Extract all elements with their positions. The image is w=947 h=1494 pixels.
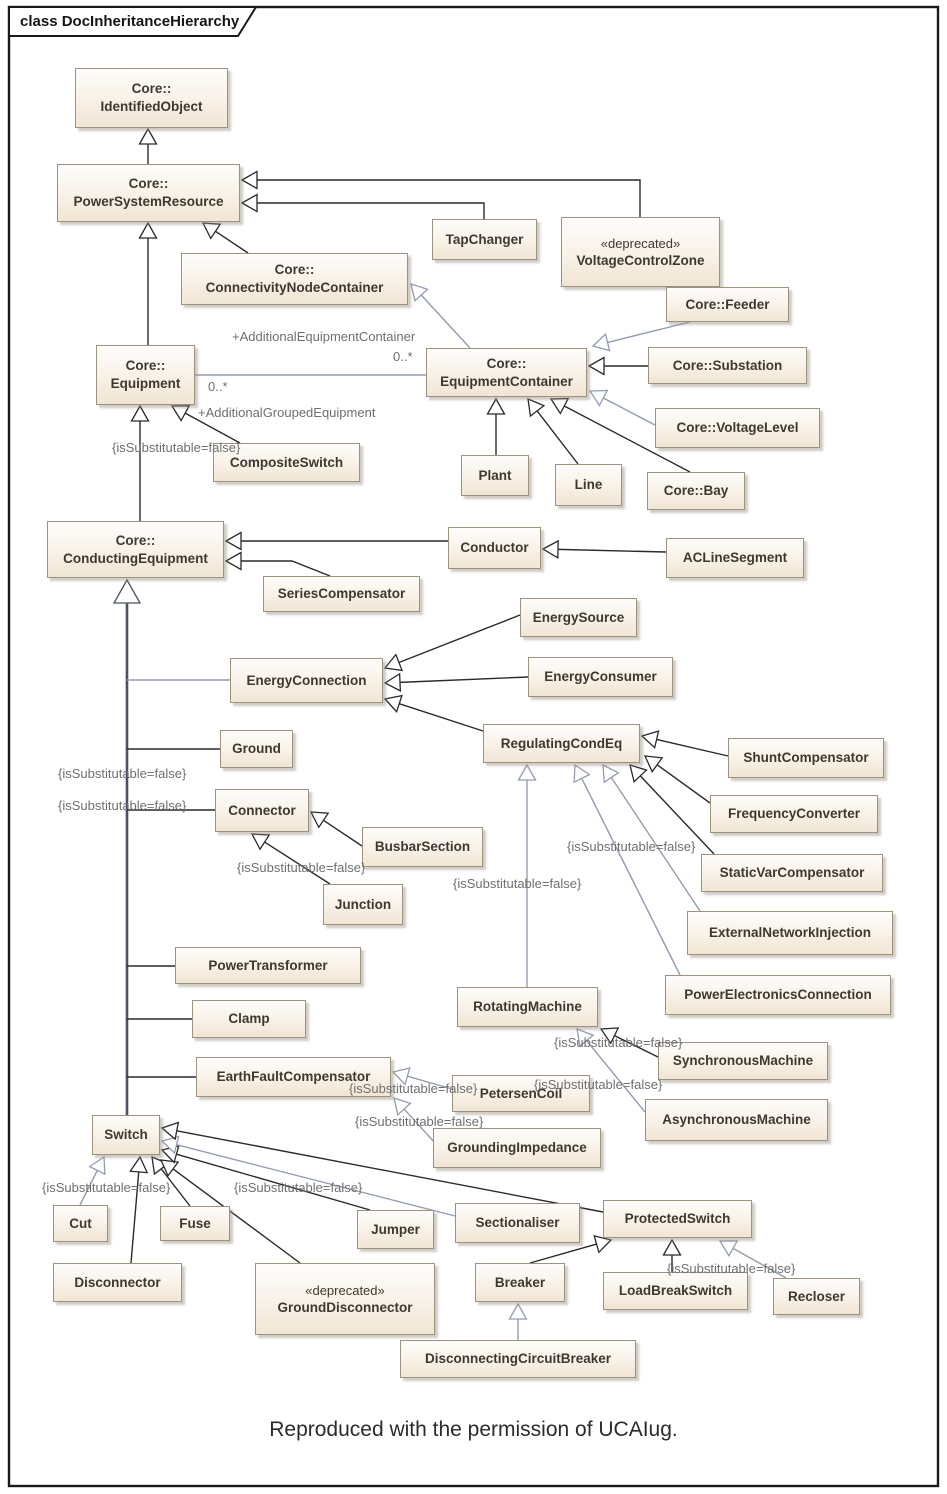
class-energy-connection <box>230 658 383 703</box>
frame-title: class DocInheritanceHierarchy <box>20 13 240 30</box>
class-name-line: Core::Feeder <box>685 296 770 312</box>
generalization-arrow-composite-switch <box>172 406 189 421</box>
generalization-arrow-series-compensator <box>226 553 241 570</box>
label-constraint-switch-left: {isSubstitutable=false} <box>42 1180 171 1195</box>
edge-feeder-to-equipment-container <box>608 322 690 342</box>
class-name-line: EnergyConnection <box>246 672 367 688</box>
edge-shunt-compensator-to-regulating-cond-eq <box>657 739 728 756</box>
label-constraint-grounding-impedance: {isSubstitutable=false} <box>355 1114 484 1129</box>
label-mult-equipment-container: 0..* <box>393 349 413 364</box>
generalization-arrow-busbar-section <box>311 812 328 827</box>
label-constraint-left-2: {isSubstitutable=false} <box>58 798 187 813</box>
generalization-arrow-energy-source <box>385 655 402 671</box>
class-voltage-level <box>655 408 820 448</box>
class-protected-switch <box>603 1200 752 1238</box>
class-voltage-control-zone <box>561 217 720 287</box>
generalization-arrow-voltage-control-zone <box>242 172 257 189</box>
class-ac-line-segment <box>666 538 804 578</box>
edge-breaker-to-protected-switch <box>530 1244 597 1263</box>
class-name-line: Core:: <box>274 262 315 278</box>
class-name-line: LoadBreakSwitch <box>618 1283 733 1299</box>
class-conducting-equipment <box>47 521 224 578</box>
generalization-arrow-tap-changer <box>242 195 257 212</box>
class-name-line: Fuse <box>179 1215 211 1231</box>
class-clamp <box>192 1000 306 1038</box>
edge-series-compensator-to-conducting-equipment <box>241 561 330 576</box>
class-conductor <box>448 527 541 569</box>
class-name-line: AsynchronousMachine <box>662 1112 811 1128</box>
generalization-arrow-equipment <box>140 223 157 238</box>
class-ground <box>220 730 293 768</box>
label-constraint-left-1: {isSubstitutable=false} <box>58 766 187 781</box>
class-plant <box>461 455 529 496</box>
class-name-line: Core:: <box>128 176 169 192</box>
class-line <box>555 464 622 506</box>
class-energy-consumer <box>528 657 673 697</box>
class-bay <box>647 472 745 510</box>
class-name-line: Core:: <box>115 532 156 548</box>
class-feeder <box>666 287 789 322</box>
class-rotating-machine <box>457 987 598 1027</box>
class-name-line: Conductor <box>460 540 529 556</box>
edge-busbar-section-to-connector <box>323 820 362 846</box>
label-constraint-junction: {isSubstitutable=false} <box>237 860 366 875</box>
class-name-line: Core::Substation <box>672 357 783 373</box>
edge-voltage-level-to-equipment-container <box>603 398 655 425</box>
class-name-line: TapChanger <box>445 231 524 247</box>
generalization-arrow-power-system-resource <box>140 129 157 144</box>
class-name-line: Disconnector <box>74 1274 161 1290</box>
class-name-line: Core:: <box>131 81 172 97</box>
generalization-arrow-conducting-equipment-trunk <box>114 580 140 603</box>
class-name-line: PowerTransformer <box>208 957 328 973</box>
class-switch <box>92 1115 160 1155</box>
class-shunt-compensator <box>728 738 884 778</box>
class-jumper <box>357 1210 434 1249</box>
class-disconnecting-circuit-breaker <box>400 1340 636 1378</box>
class-name-line: ConductingEquipment <box>63 550 208 566</box>
label-additional-equipment-container: +AdditionalEquipmentContainer <box>232 329 416 344</box>
class-frequency-converter <box>710 795 878 833</box>
class-name-line: CompositeSwitch <box>229 454 344 470</box>
class-name-line: Recloser <box>787 1288 846 1304</box>
class-power-transformer <box>175 947 361 984</box>
generalization-arrow-connectivity-node-container <box>203 223 220 238</box>
class-name-line: FrequencyConverter <box>727 806 861 822</box>
generalization-arrow-plant <box>488 399 505 414</box>
class-name-line: RegulatingCondEq <box>500 735 623 751</box>
edge-ac-line-segment-to-conductor <box>558 549 666 552</box>
class-name-line: ExternalNetworkInjection <box>708 925 872 941</box>
label-constraint-composite-switch: {isSubstitutable=false} <box>112 440 241 455</box>
edge-frequency-converter-to-regulating-cond-eq <box>657 765 710 803</box>
class-identified-object <box>75 68 228 128</box>
class-power-system-resource <box>57 164 240 222</box>
stereotype-voltage-control-zone: «deprecated» <box>600 235 681 251</box>
generalization-arrow-regulating-cond-eq <box>385 696 402 712</box>
edge-voltage-control-zone-to-power-system-resource <box>257 180 640 217</box>
generalization-arrow-breaker <box>594 1236 611 1252</box>
class-name-line: PetersenCoil <box>479 1085 563 1101</box>
class-regulating-cond-eq <box>483 724 640 763</box>
class-substation <box>648 347 807 384</box>
class-name-line: SynchronousMachine <box>672 1053 814 1069</box>
class-name-line: ProtectedSwitch <box>624 1211 731 1227</box>
class-static-var-compensator <box>701 854 883 892</box>
label-mult-equipment: 0..* <box>208 379 228 394</box>
class-series-compensator <box>263 576 420 612</box>
generalization-arrow-load-break-switch <box>664 1240 681 1255</box>
class-equipment-container <box>426 348 587 397</box>
class-name-line: Core::Bay <box>663 483 729 499</box>
generalization-arrow-frequency-converter <box>645 756 662 772</box>
class-name-line: Equipment <box>110 376 181 391</box>
class-name-line: EnergyConsumer <box>544 669 657 685</box>
label-constraint-sectionaliser: {isSubstitutable=false} <box>234 1180 363 1195</box>
class-name-line: Jumper <box>371 1221 420 1237</box>
generalization-arrow-junction <box>252 834 269 849</box>
class-name-line: EarthFaultCompensator <box>216 1069 371 1085</box>
class-name-line: GroundDisconnector <box>277 1299 413 1315</box>
class-tap-changer <box>432 219 537 260</box>
class-name-line: Cut <box>69 1215 92 1231</box>
generalization-arrow-protected-switch <box>162 1122 178 1139</box>
class-name-line: Connector <box>228 802 296 818</box>
class-external-network-injection <box>687 911 893 955</box>
class-name-line: PowerSystemResource <box>73 194 224 209</box>
class-equipment <box>96 345 195 405</box>
class-name-line: Switch <box>104 1127 148 1143</box>
generalization-arrow-energy-consumer <box>385 674 400 691</box>
edge-regulating-cond-eq-to-energy-connection <box>399 704 483 731</box>
class-connectivity-node-container <box>181 253 408 305</box>
class-energy-source <box>520 598 637 637</box>
label-constraint-asynchronous: {isSubstitutable=false} <box>534 1077 663 1092</box>
class-name-line: Core::VoltageLevel <box>676 420 799 436</box>
generalization-arrow-line <box>528 399 544 416</box>
class-name-line: ConnectivityNodeContainer <box>205 280 384 295</box>
label-additional-grouped-equipment: +AdditionalGroupedEquipment <box>198 405 376 420</box>
edge-line-to-equipment-container <box>537 411 578 464</box>
class-name-line: Core:: <box>486 355 527 371</box>
class-name-line: RotatingMachine <box>473 999 582 1015</box>
edge-connectivity-node-container-to-power-system-resource <box>215 231 248 253</box>
class-fuse <box>160 1206 230 1241</box>
generalization-arrow-ground-disconnector <box>161 1160 178 1176</box>
generalization-arrow-conducting-equipment <box>132 406 149 421</box>
generalization-arrow-recloser <box>720 1241 737 1256</box>
class-sectionaliser <box>455 1203 580 1243</box>
class-name-line: EnergySource <box>532 609 625 625</box>
label-constraint-petersen-coil: {isSubstitutable=false} <box>349 1081 478 1096</box>
class-name-line: ShuntCompensator <box>743 750 869 766</box>
generalization-arrow-ac-line-segment <box>543 541 558 558</box>
class-name-line: Breaker <box>494 1274 546 1290</box>
generalization-arrow-rotating-machine <box>519 765 536 780</box>
generalization-arrow-external-network-injection <box>603 765 618 782</box>
edge-tap-changer-to-power-system-resource <box>257 203 484 219</box>
generalization-arrow-conductor <box>226 533 241 550</box>
class-synchronous-machine <box>658 1042 828 1080</box>
generalization-arrow-disconnecting-circuit-breaker <box>510 1304 527 1319</box>
class-name-line: SeriesCompensator <box>277 586 406 602</box>
class-name-line: Plant <box>478 467 512 483</box>
class-name-line: Junction <box>334 896 392 912</box>
class-cut <box>53 1205 108 1242</box>
class-name-line: DisconnectingCircuitBreaker <box>424 1351 612 1367</box>
class-name-line: GroundingImpedance <box>447 1140 587 1156</box>
generalization-arrow-shunt-compensator <box>642 731 659 748</box>
generalization-arrow-feeder <box>593 334 610 351</box>
class-breaker <box>475 1263 565 1302</box>
class-connector <box>215 789 309 832</box>
class-name-line: VoltageControlZone <box>576 252 705 268</box>
edge-energy-consumer-to-energy-connection <box>400 677 528 682</box>
generalization-arrow-disconnector <box>130 1157 147 1173</box>
class-name-line: Clamp <box>228 1011 270 1027</box>
class-junction <box>323 884 403 925</box>
class-name-line: Core:: <box>125 358 166 374</box>
class-name-line: BusbarSection <box>374 839 471 855</box>
class-asynchronous-machine <box>645 1099 828 1141</box>
label-constraint-reg-cond-eq: {isSubstitutable=false} <box>453 876 582 891</box>
stereotype-ground-disconnector: «deprecated» <box>305 1282 385 1298</box>
class-name-line: IdentifiedObject <box>100 99 203 114</box>
class-name-line: StaticVarCompensator <box>719 865 865 881</box>
class-name-line: PowerElectronicsConnection <box>684 987 872 1003</box>
class-name-line: Line <box>574 477 603 493</box>
class-name-line: Sectionaliser <box>475 1215 560 1231</box>
class-disconnector <box>53 1263 182 1302</box>
class-name-line: EquipmentContainer <box>440 373 573 389</box>
class-recloser <box>773 1278 860 1315</box>
generalization-arrow-substation <box>589 358 604 375</box>
class-load-break-switch <box>603 1272 748 1310</box>
class-busbar-section <box>362 827 483 867</box>
class-power-electronics-connection <box>665 975 891 1015</box>
label-constraint-synchronous: {isSubstitutable=false} <box>554 1035 683 1050</box>
label-constraint-static-var: {isSubstitutable=false} <box>567 839 696 854</box>
label-constraint-recloser: {isSubstitutable=false} <box>667 1261 796 1276</box>
caption-text: Reproduced with the permission of UCAIug. <box>269 1418 678 1441</box>
edge-equipment-container-to-connectivity-node-container <box>421 295 470 348</box>
class-name-line: Ground <box>232 741 281 757</box>
class-grounding-impedance <box>433 1128 601 1168</box>
class-ground-disconnector <box>255 1263 435 1335</box>
edge-energy-source-to-energy-connection <box>399 615 520 663</box>
class-name-line: ACLineSegment <box>682 550 788 566</box>
